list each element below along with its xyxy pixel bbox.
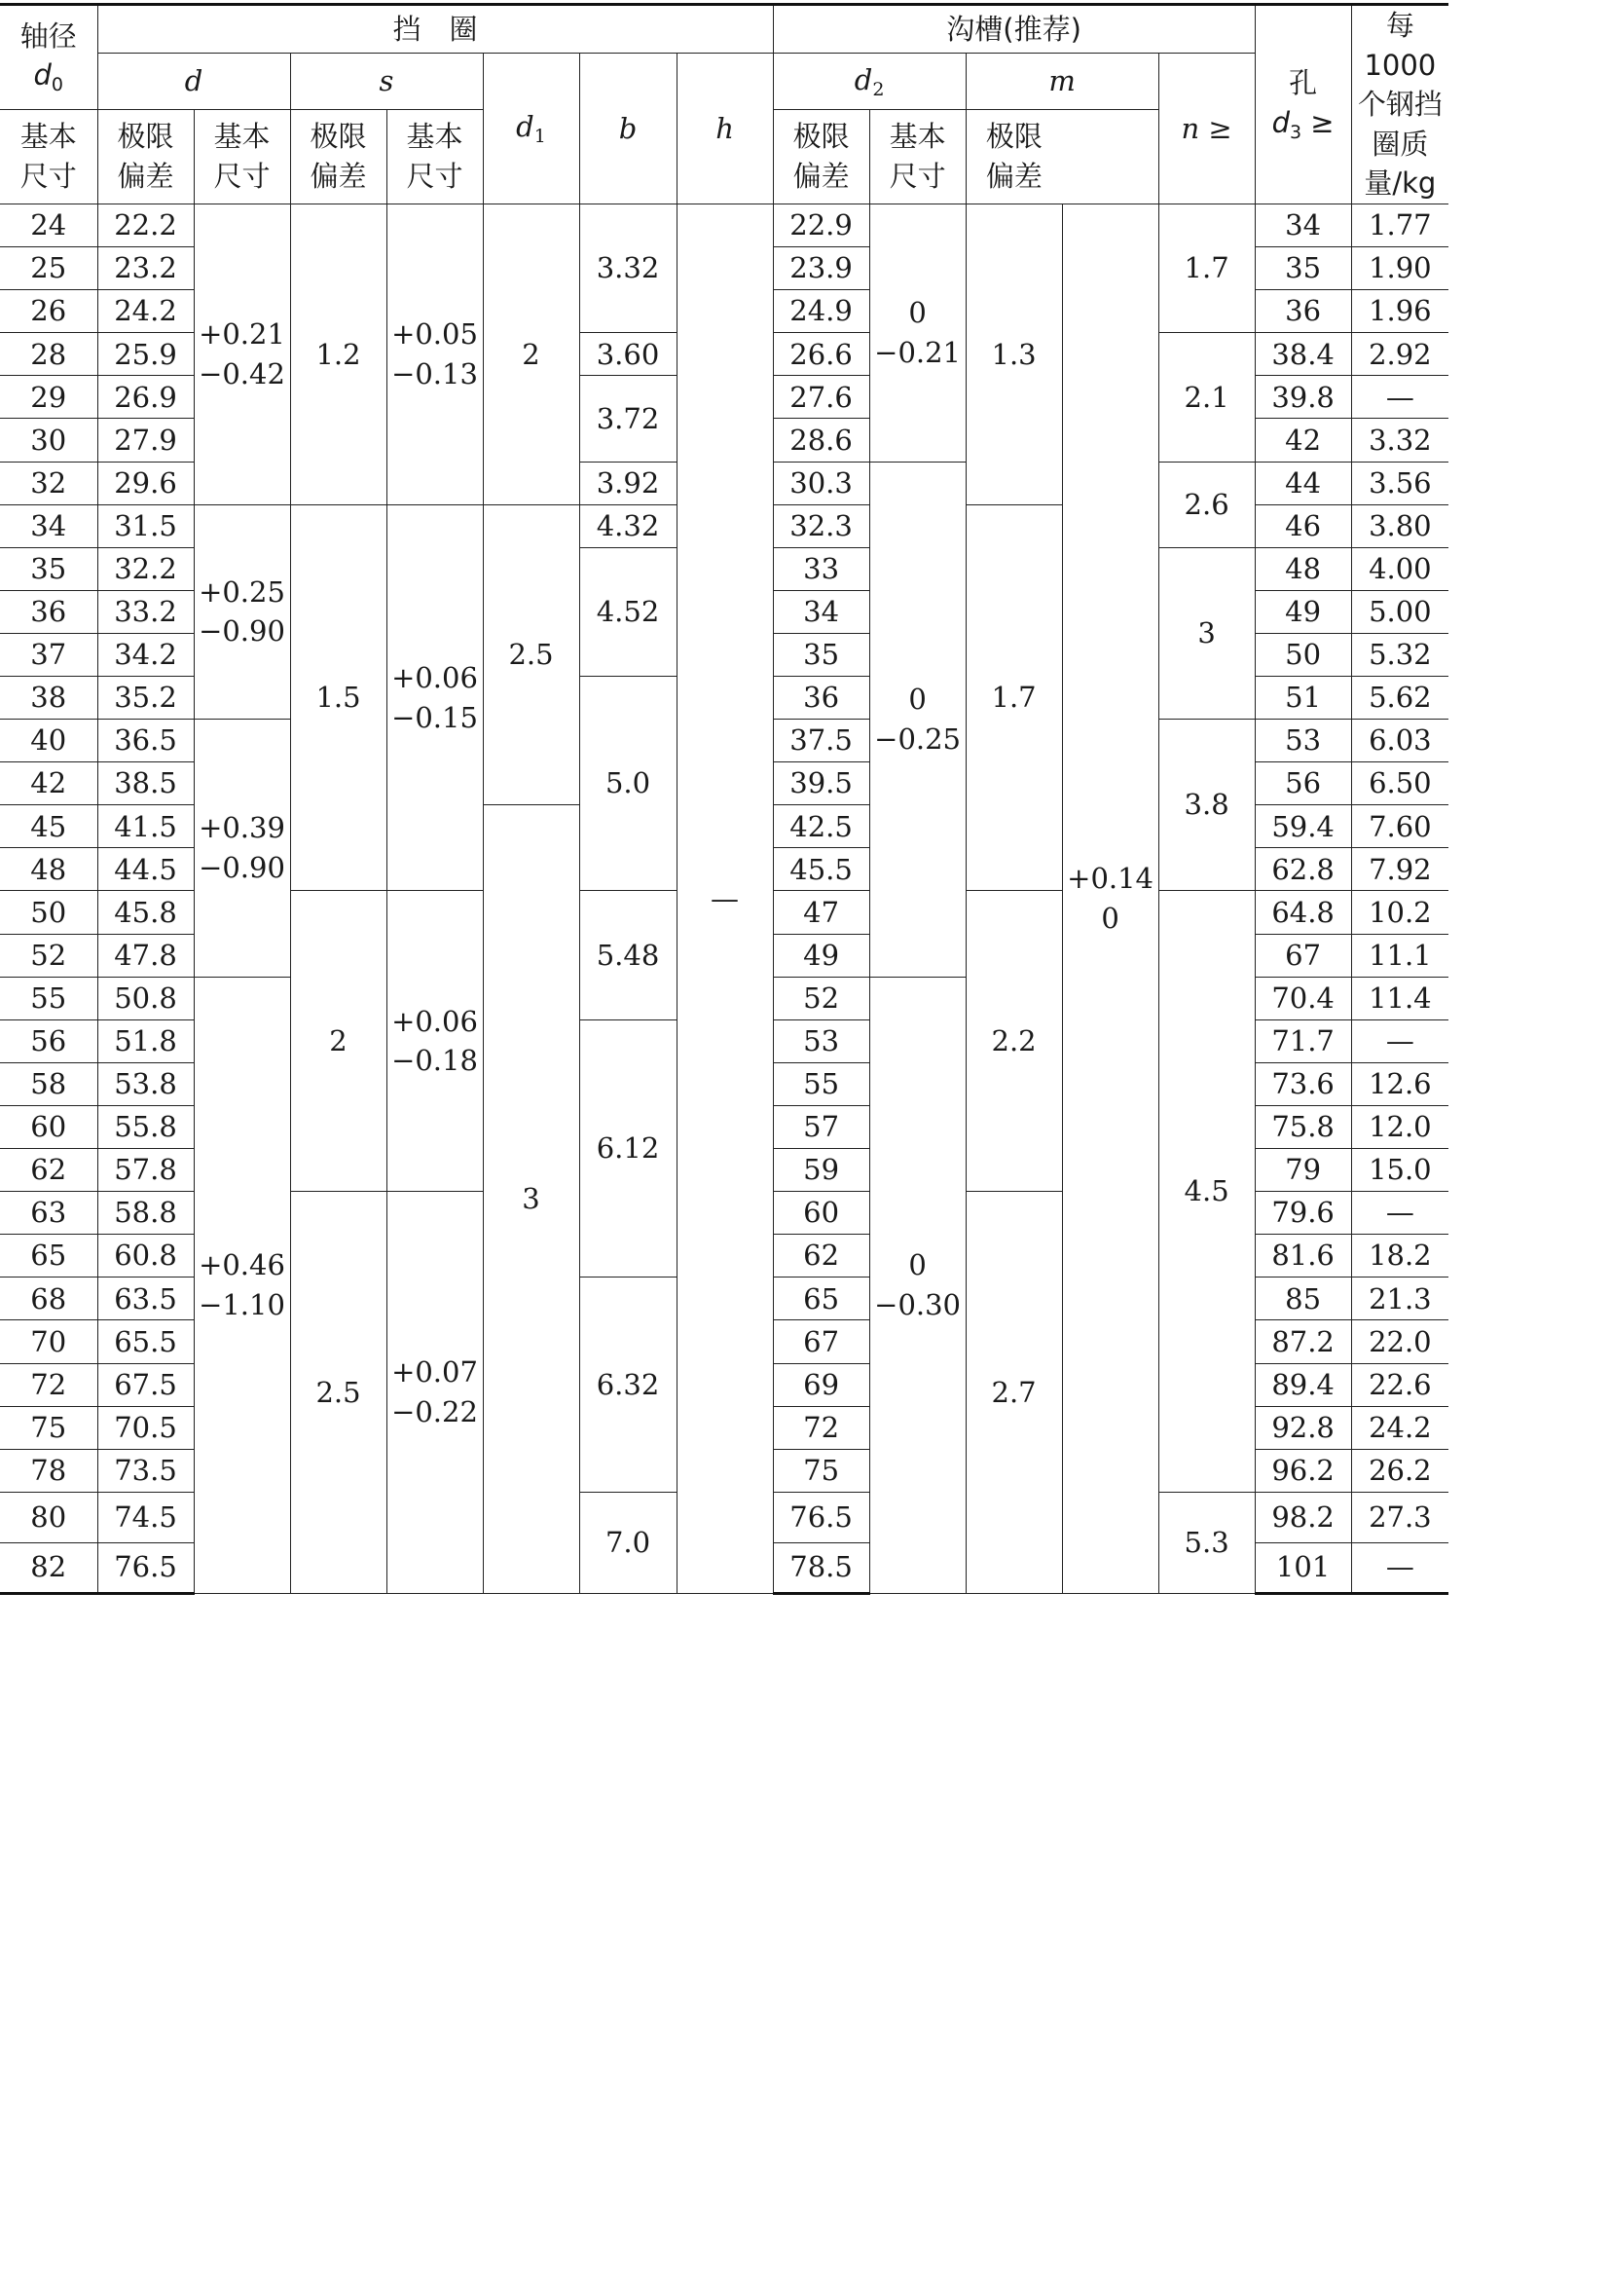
ring-b-cell: 4.52 (579, 547, 677, 676)
ring-d-basic-cell: 34.2 (97, 633, 194, 676)
ring-b-cell: 6.32 (579, 1278, 677, 1492)
header-retaining-ring: 挡 圈 (97, 5, 773, 54)
header-m: m (966, 54, 1158, 110)
mass-cell: 22.0 (1351, 1320, 1448, 1363)
hole-d3-cell: 48 (1255, 547, 1351, 590)
mass-cell: 5.32 (1351, 633, 1448, 676)
mass-cell: 6.03 (1351, 720, 1448, 762)
groove-n-cell: 3 (1158, 547, 1255, 719)
mass-cell: 11.4 (1351, 977, 1448, 1019)
hole-d3-cell: 89.4 (1255, 1363, 1351, 1406)
header-hole-label: 孔 (1289, 66, 1318, 100)
ring-s-tolerance-cell: +0.06 −0.15 (386, 504, 483, 891)
shaft-diameter-cell: 48 (0, 848, 97, 891)
shaft-diameter-cell: 75 (0, 1406, 97, 1449)
shaft-diameter-cell: 42 (0, 762, 97, 805)
header-d0-sub: 0 (51, 74, 63, 96)
mass-cell: 21.3 (1351, 1278, 1448, 1320)
groove-n-cell: 3.8 (1158, 720, 1255, 891)
mass-cell: 11.1 (1351, 934, 1448, 977)
ring-s-basic-cell: 2.5 (290, 1192, 386, 1594)
shaft-diameter-cell: 35 (0, 547, 97, 590)
groove-d2-basic-cell: 36 (773, 677, 869, 720)
groove-d2-basic-cell: 49 (773, 934, 869, 977)
header-d2-sub: 2 (872, 78, 885, 100)
shaft-diameter-cell: 60 (0, 1105, 97, 1148)
groove-d2-basic-cell: 78.5 (773, 1542, 869, 1593)
ring-b-cell: 7.0 (579, 1492, 677, 1593)
groove-d2-basic-cell: 53 (773, 1019, 869, 1062)
mass-cell: — (1351, 1542, 1448, 1593)
shaft-diameter-cell: 28 (0, 333, 97, 376)
ring-d-tolerance-cell: +0.25 −0.90 (194, 504, 290, 719)
mass-cell: 3.80 (1351, 504, 1448, 547)
groove-d2-basic-cell: 62 (773, 1235, 869, 1278)
ring-b-cell: 5.0 (579, 677, 677, 891)
header-basic-size: 基本 尺寸 (869, 109, 966, 204)
groove-d2-basic-cell: 75 (773, 1449, 869, 1492)
hole-d3-cell: 42 (1255, 419, 1351, 462)
mass-cell: 6.50 (1351, 762, 1448, 805)
hole-d3-cell: 53 (1255, 720, 1351, 762)
mass-cell: — (1351, 376, 1448, 419)
header-d0-symbol: d (33, 58, 52, 93)
ring-d-basic-cell: 50.8 (97, 977, 194, 1019)
hole-d3-cell: 46 (1255, 504, 1351, 547)
ring-d1-cell: 3 (483, 805, 579, 1594)
groove-d2-basic-cell: 59 (773, 1149, 869, 1192)
ring-d-basic-cell: 65.5 (97, 1320, 194, 1363)
header-h: h (677, 54, 773, 204)
groove-d2-tolerance-cell: 0 −0.25 (869, 462, 966, 977)
ring-d-basic-cell: 26.9 (97, 376, 194, 419)
groove-d2-basic-cell: 52 (773, 977, 869, 1019)
mass-cell: 7.92 (1351, 848, 1448, 891)
header-basic-size: 基本 尺寸 (386, 109, 483, 204)
mass-cell: 4.00 (1351, 547, 1448, 590)
header-limit-dev: 极限 偏差 (966, 109, 1062, 204)
hole-d3-cell: 51 (1255, 677, 1351, 720)
header-d1 (483, 54, 579, 204)
ring-d-basic-cell: 73.5 (97, 1449, 194, 1492)
ring-d-basic-cell: 33.2 (97, 590, 194, 633)
ring-d-basic-cell: 67.5 (97, 1363, 194, 1406)
groove-d2-basic-cell: 55 (773, 1062, 869, 1105)
hole-d3-cell: 73.6 (1255, 1062, 1351, 1105)
ring-d-basic-cell: 38.5 (97, 762, 194, 805)
groove-d2-basic-cell: 45.5 (773, 848, 869, 891)
groove-d2-basic-cell: 39.5 (773, 762, 869, 805)
ring-d-tolerance-cell: +0.39 −0.90 (194, 720, 290, 978)
table-row (0, 204, 1611, 246)
header-mass: 每 1000 个钢挡 圈质量/kg (1351, 5, 1448, 204)
mass-cell: 1.96 (1351, 290, 1448, 333)
ring-s-basic-cell: 2 (290, 891, 386, 1192)
hole-d3-cell: 50 (1255, 633, 1351, 676)
groove-d2-basic-cell: 76.5 (773, 1492, 869, 1542)
mass-cell: 5.00 (1351, 590, 1448, 633)
mass-cell: 12.0 (1351, 1105, 1448, 1148)
header-d3-sub: 3 (1290, 121, 1302, 143)
shaft-diameter-cell: 40 (0, 720, 97, 762)
groove-m-tolerance-cell: +0.14 0 (1062, 204, 1158, 1593)
ring-d-basic-cell: 47.8 (97, 934, 194, 977)
groove-d2-basic-cell: 35 (773, 633, 869, 676)
groove-d2-basic-cell: 23.9 (773, 247, 869, 290)
mass-cell: 26.2 (1351, 1449, 1448, 1492)
ring-b-cell: 5.48 (579, 891, 677, 1019)
mass-cell: 27.3 (1351, 1492, 1448, 1542)
groove-d2-basic-cell: 22.9 (773, 204, 869, 246)
ring-d-basic-cell: 41.5 (97, 805, 194, 848)
ring-d-basic-cell: 29.6 (97, 462, 194, 504)
ring-d-basic-cell: 51.8 (97, 1019, 194, 1062)
ring-d-basic-cell: 35.2 (97, 677, 194, 720)
groove-d2-basic-cell: 30.3 (773, 462, 869, 504)
hole-d3-cell: 62.8 (1255, 848, 1351, 891)
hole-d3-cell: 59.4 (1255, 805, 1351, 848)
ring-b-cell: 3.60 (579, 333, 677, 376)
shaft-diameter-cell: 34 (0, 504, 97, 547)
ring-h-cell: — (677, 204, 773, 1593)
ring-d-basic-cell: 70.5 (97, 1406, 194, 1449)
header-d3-symbol: d (1271, 105, 1290, 139)
shaft-diameter-cell: 25 (0, 247, 97, 290)
mass-cell: 22.6 (1351, 1363, 1448, 1406)
shaft-diameter-cell: 26 (0, 290, 97, 333)
ring-d-basic-cell: 74.5 (97, 1492, 194, 1542)
hole-d3-cell: 87.2 (1255, 1320, 1351, 1363)
groove-d2-basic-cell: 32.3 (773, 504, 869, 547)
groove-d2-basic-cell: 26.6 (773, 333, 869, 376)
header-hole (1255, 5, 1351, 204)
shaft-diameter-cell: 62 (0, 1149, 97, 1192)
ring-s-basic-cell: 1.2 (290, 204, 386, 504)
ring-b-cell: 3.32 (579, 204, 677, 332)
header-d: d (97, 54, 290, 110)
header-d1-sub: 1 (533, 126, 546, 148)
header-groove: 沟槽(推荐) (773, 5, 1255, 54)
hole-d3-cell: 36 (1255, 290, 1351, 333)
mass-cell: 15.0 (1351, 1149, 1448, 1192)
ring-d-basic-cell: 57.8 (97, 1149, 194, 1192)
ring-d-basic-cell: 58.8 (97, 1192, 194, 1235)
groove-m-basic-cell: 2.7 (966, 1192, 1062, 1594)
header-limit-dev: 极限 偏差 (773, 109, 869, 204)
header-shaft-diameter-label: 轴径 (19, 19, 77, 53)
shaft-diameter-cell: 36 (0, 590, 97, 633)
ring-b-cell: 3.72 (579, 376, 677, 462)
groove-m-basic-cell: 2.2 (966, 891, 1062, 1192)
hole-d3-cell: 64.8 (1255, 891, 1351, 934)
hole-d3-cell: 96.2 (1255, 1449, 1351, 1492)
hole-d3-cell: 70.4 (1255, 977, 1351, 1019)
ring-d1-cell: 2.5 (483, 504, 579, 805)
hole-d3-cell: 98.2 (1255, 1492, 1351, 1542)
ring-b-cell: 4.32 (579, 504, 677, 547)
retaining-ring-spec-table (0, 3, 1611, 1595)
ring-d-basic-cell: 23.2 (97, 247, 194, 290)
hole-d3-cell: 34 (1255, 204, 1351, 246)
hole-d3-cell: 75.8 (1255, 1105, 1351, 1148)
groove-d2-basic-cell: 34 (773, 590, 869, 633)
ring-d-tolerance-cell: +0.46 −1.10 (194, 977, 290, 1593)
hole-d3-cell: 101 (1255, 1542, 1351, 1593)
shaft-diameter-cell: 29 (0, 376, 97, 419)
groove-d2-basic-cell: 72 (773, 1406, 869, 1449)
hole-d3-cell: 85 (1255, 1278, 1351, 1320)
groove-d2-basic-cell: 67 (773, 1320, 869, 1363)
shaft-diameter-cell: 63 (0, 1192, 97, 1235)
table-body (0, 204, 1611, 1593)
shaft-diameter-cell: 52 (0, 934, 97, 977)
ring-d-basic-cell: 76.5 (97, 1542, 194, 1593)
groove-m-basic-cell: 1.7 (966, 504, 1062, 891)
shaft-diameter-cell: 70 (0, 1320, 97, 1363)
hole-d3-cell: 49 (1255, 590, 1351, 633)
hole-d3-cell: 81.6 (1255, 1235, 1351, 1278)
header-d1-symbol: d (516, 110, 534, 144)
ring-d-basic-cell: 36.5 (97, 720, 194, 762)
shaft-diameter-cell: 58 (0, 1062, 97, 1105)
mass-cell: 2.92 (1351, 333, 1448, 376)
ring-s-tolerance-cell: +0.07 −0.22 (386, 1192, 483, 1594)
groove-d2-basic-cell: 37.5 (773, 720, 869, 762)
ring-b-cell: 6.12 (579, 1019, 677, 1278)
ring-d-basic-cell: 60.8 (97, 1235, 194, 1278)
ring-d-basic-cell: 63.5 (97, 1278, 194, 1320)
hole-d3-cell: 79.6 (1255, 1192, 1351, 1235)
groove-d2-basic-cell: 28.6 (773, 419, 869, 462)
ring-d1-cell: 2 (483, 204, 579, 504)
shaft-diameter-cell: 30 (0, 419, 97, 462)
shaft-diameter-cell: 37 (0, 633, 97, 676)
hole-d3-cell: 44 (1255, 462, 1351, 504)
groove-d2-tolerance-cell: 0 −0.30 (869, 977, 966, 1593)
shaft-diameter-cell: 45 (0, 805, 97, 848)
hole-d3-cell: 67 (1255, 934, 1351, 977)
header-basic-size: 基本 尺寸 (194, 109, 290, 204)
mass-cell: 7.60 (1351, 805, 1448, 848)
header-basic-size: 基本 尺寸 (0, 109, 97, 204)
groove-d2-basic-cell: 57 (773, 1105, 869, 1148)
hole-d3-cell: 71.7 (1255, 1019, 1351, 1062)
mass-cell: — (1351, 1192, 1448, 1235)
shaft-diameter-cell: 65 (0, 1235, 97, 1278)
mass-cell: 12.6 (1351, 1062, 1448, 1105)
ring-s-basic-cell: 1.5 (290, 504, 386, 891)
ring-d-basic-cell: 25.9 (97, 333, 194, 376)
hole-d3-cell: 35 (1255, 247, 1351, 290)
shaft-diameter-cell: 78 (0, 1449, 97, 1492)
header-shaft-diameter (0, 5, 97, 110)
ring-d-tolerance-cell: +0.21 −0.42 (194, 204, 290, 504)
ring-d-basic-cell: 44.5 (97, 848, 194, 891)
mass-cell: 18.2 (1351, 1235, 1448, 1278)
ring-d-basic-cell: 45.8 (97, 891, 194, 934)
shaft-diameter-cell: 50 (0, 891, 97, 934)
header-b: b (579, 54, 677, 204)
ring-d-basic-cell: 55.8 (97, 1105, 194, 1148)
groove-d2-basic-cell: 27.6 (773, 376, 869, 419)
shaft-diameter-cell: 72 (0, 1363, 97, 1406)
table-row (0, 977, 1611, 1019)
header-d2-symbol: d (854, 62, 873, 96)
groove-d2-tolerance-cell: 0 −0.21 (869, 204, 966, 462)
mass-cell: 3.32 (1351, 419, 1448, 462)
hole-d3-cell: 39.8 (1255, 376, 1351, 419)
mass-cell: — (1351, 1019, 1448, 1062)
shaft-diameter-cell: 68 (0, 1278, 97, 1320)
groove-d2-basic-cell: 60 (773, 1192, 869, 1235)
mass-cell: 1.90 (1351, 247, 1448, 290)
groove-n-cell: 1.7 (1158, 204, 1255, 332)
groove-d2-basic-cell: 65 (773, 1278, 869, 1320)
groove-d2-basic-cell: 47 (773, 891, 869, 934)
groove-n-cell: 5.3 (1158, 1492, 1255, 1593)
ring-b-cell: 3.92 (579, 462, 677, 504)
shaft-diameter-cell: 24 (0, 204, 97, 246)
shaft-diameter-cell: 56 (0, 1019, 97, 1062)
groove-m-basic-cell: 1.3 (966, 204, 1062, 504)
header-d2 (773, 54, 966, 110)
groove-d2-basic-cell: 42.5 (773, 805, 869, 848)
header-limit-dev: 极限 偏差 (290, 109, 386, 204)
header-s: s (290, 54, 483, 110)
mass-cell: 1.77 (1351, 204, 1448, 246)
groove-n-cell: 2.1 (1158, 333, 1255, 462)
hole-d3-cell: 92.8 (1255, 1406, 1351, 1449)
mass-cell: 10.2 (1351, 891, 1448, 934)
header-limit-dev: 极限 偏差 (97, 109, 194, 204)
groove-d2-basic-cell: 69 (773, 1363, 869, 1406)
groove-d2-basic-cell: 24.9 (773, 290, 869, 333)
shaft-diameter-cell: 55 (0, 977, 97, 1019)
mass-cell: 3.56 (1351, 462, 1448, 504)
mass-cell: 24.2 (1351, 1406, 1448, 1449)
ring-d-basic-cell: 27.9 (97, 419, 194, 462)
ring-d-basic-cell: 53.8 (97, 1062, 194, 1105)
ring-s-tolerance-cell: +0.06 −0.18 (386, 891, 483, 1192)
hole-d3-cell: 56 (1255, 762, 1351, 805)
ring-d-basic-cell: 31.5 (97, 504, 194, 547)
ring-s-tolerance-cell: +0.05 −0.13 (386, 204, 483, 504)
shaft-diameter-cell: 38 (0, 677, 97, 720)
shaft-diameter-cell: 80 (0, 1492, 97, 1542)
table-row (0, 720, 1611, 762)
mass-cell: 5.62 (1351, 677, 1448, 720)
ring-d-basic-cell: 32.2 (97, 547, 194, 590)
shaft-diameter-cell: 82 (0, 1542, 97, 1593)
table-row (0, 504, 1611, 547)
ring-d-basic-cell: 24.2 (97, 290, 194, 333)
groove-n-cell: 4.5 (1158, 891, 1255, 1492)
hole-d3-cell: 79 (1255, 1149, 1351, 1192)
groove-d2-basic-cell: 33 (773, 547, 869, 590)
shaft-diameter-cell: 32 (0, 462, 97, 504)
header-n: n ≥ (1158, 54, 1255, 204)
ring-d-basic-cell: 22.2 (97, 204, 194, 246)
header-d3-suffix: ≥ (1301, 105, 1335, 139)
groove-n-cell: 2.6 (1158, 462, 1255, 547)
hole-d3-cell: 38.4 (1255, 333, 1351, 376)
